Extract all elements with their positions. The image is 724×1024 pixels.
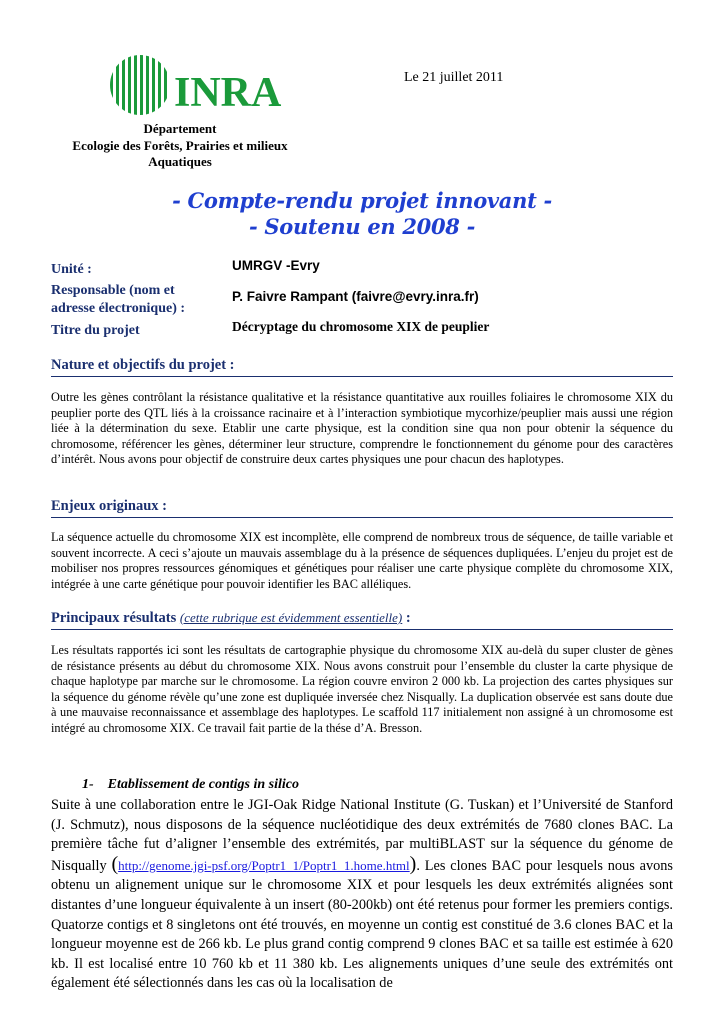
resultats-heading-text: Principaux résultats <box>51 610 177 626</box>
subsection-title: Etablissement de contigs in silico <box>107 777 300 792</box>
department-block <box>40 121 320 171</box>
document-date: Le 21 juillet 2011 <box>404 70 504 85</box>
enjeux-paragraph: La séquence actuelle du chromosome XIX est incomplète, elle comprend de nombreux trous de séquence, de taille variable et souvent incorrecte. A ceci s’ajoute un mauvais assemblage du à la présence de séquences dupliquées. L’enjeu du projet est de mobiliser nos propres ressources génomiques et génétiques pour réaliser une carte physique complète du chromosome XIX, intégrée à une carte génétique pour pouvoir identifier les BAC alléliques. <box>51 530 673 591</box>
subsection-heading <box>82 777 299 793</box>
titre-value: Décryptage du chromosome XIX de peuplier <box>232 319 490 334</box>
department-line: Département <box>143 121 217 136</box>
responsable-label-line: Responsable (nom et <box>51 283 175 298</box>
responsable-label <box>51 282 185 318</box>
nature-paragraph: Outre les gènes contrôlant la résistance qualitative et la résistance quantitative aux rouilles foliaires le chromosome XIX du peuplier porte des QTL liés à la croissance racinaire et à l’interaction symbiotique mycorhize/peuplier mais aussi une région liée à la détermination du sexe. Etablir une carte physique, est la condition sine qua non pour obtenir la séquence du chromosome, référencer les gènes, déterminer leur structure, comprendre le fonctionnement du génome pour des caractères d’intérêt. Nous avons pour objectif de construire deux cartes physiques une pour chacun des haplotypes. <box>51 390 673 467</box>
report-title <box>0 188 724 240</box>
title-line-1: - Compte-rendu projet innovant - <box>172 188 552 213</box>
genome-link[interactable]: http://genome.jgi-psf.org/Poptr1_1/Poptr1_1.home.html <box>118 857 410 873</box>
unite-label: Unité : <box>51 262 92 277</box>
titre-label: Titre du projet <box>51 323 140 338</box>
responsable-label-line: adresse électronique) : <box>51 301 186 316</box>
subsection-text-start: Suite à une collaboration entre le JGI-Oak Ridge National Institute (G. Tuskan) et l’Université de Stanford (J. Schmutz), nous disposons de la séquence nucléotidique des deux extrémités de 7680 clones BAC. La première tâche fut d’aligner l’ensemble des extrémités, par multiBLAST sur la séquence du génome de Nisqually <box>51 797 673 874</box>
resultats-heading-colon: : <box>402 610 411 626</box>
subsection-paragraph <box>51 796 673 994</box>
inra-logo <box>108 54 282 116</box>
title-line-2: - Soutenu en 2008 - <box>248 214 476 239</box>
close-paren: ) <box>409 852 417 875</box>
department-line: Aquatiques <box>148 154 212 169</box>
resultats-paragraph: Les résultats rapportés ici sont les résultats de cartographie physique du chromosome XIX au-delà du super cluster de gènes de résistance présents au début du chromosome XIX. Nous avons construit pour l’ensemble du cluster la carte physique de chaque haplotype par marche sur le chromosome. La région couvre environ 2 000 kb. La projection des cartes physiques sur la séquence du génome révèle qu’une zone est dupliquée inversée chez Nisqually. La duplication observée est sans doute due à une mauvaise reconnaissance et assemblage des haplotypes. Le scaffold 117 initialement non assigné à un chromosome est intégré au chromosome XIX. Ce travail fait partie de la thése d’A. Bresson. <box>51 643 673 735</box>
unite-value: UMRGV -Evry <box>232 258 320 273</box>
open-paren: ( <box>111 852 119 875</box>
logo-text: INRA <box>174 70 282 116</box>
section-heading-resultats <box>51 610 673 630</box>
subsection-number: 1- <box>82 777 94 792</box>
section-heading-enjeux: Enjeux originaux : <box>51 498 673 518</box>
responsable-value: P. Faivre Rampant (faivre@evry.inra.fr) <box>232 289 479 304</box>
department-line: Ecologie des Forêts, Prairies et milieux <box>72 137 288 153</box>
section-heading-nature: Nature et objectifs du projet : <box>51 357 673 377</box>
resultats-heading-note: (cette rubrique est évidemment essentielle) <box>179 610 403 625</box>
subsection-text-end: . Les clones BAC pour lesquels nous avons obtenu un alignement unique sur le chromosome XIX et pour lesquels les deux extrémités alignées sont distantes d’une longueur équivalente à un insert (80-200kb) ont été retenus pour former les premiers contigs. Quatorze contigs et 8 singletons ont été trouvés, en moyenne un contig est constitué de 3.6 clones BAC et la longueur moyenne est de 266 kb. Le plus grand contig comprend 9 clones BAC et sa taille est estimée à 620 kb. Il est localisé entre 10 760 kb et 11 380 kb. Les alignements uniques d’une seule des extrémités ont également été sélectionnés dans les cas où la localisation de <box>51 857 673 992</box>
